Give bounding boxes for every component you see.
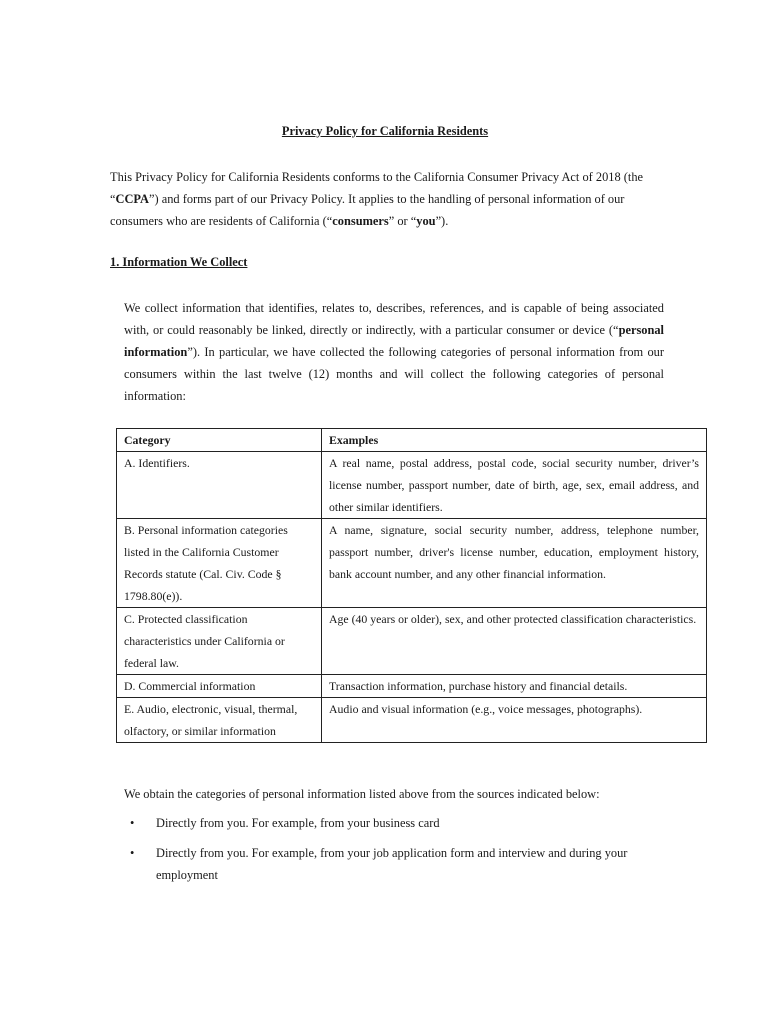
table-header-row (117, 429, 707, 452)
examples-cell: Transaction information, purchase history and financial details. (322, 675, 707, 698)
table-row (117, 519, 707, 608)
examples-cell: A name, signature, social security number, address, telephone number, passport number, driver's license number, education, employment history, bank account number, and any other financial information. (322, 519, 707, 608)
ccpa-term: CCPA (115, 192, 149, 206)
intro-text-1: This Privacy Policy for California Residents conforms to the California Consumer Privacy Act of 2018 (the “ (110, 170, 644, 206)
consumers-term: consumers (332, 214, 389, 228)
category-cell: A. Identifiers. (117, 452, 322, 519)
category-cell: D. Commercial information (117, 675, 322, 698)
intro-text-3: ” or “ (388, 214, 417, 228)
collection-text-1: We collect information that identifies, relates to, describes, references, and is capable of being associated with, or could reasonably be linked, directly or indirectly, with a particular consumer or device (“ (124, 301, 664, 337)
list-item (124, 812, 664, 834)
bullet-icon: • (130, 816, 135, 830)
bullet-icon: • (130, 846, 135, 860)
collection-text-2: ”). In particular, we have collected the following categories of personal information from our consumers within the last twelve (12) months and will collect the following categories of personal information: (124, 345, 664, 403)
document-title: Privacy Policy for California Residents (281, 124, 489, 138)
intro-text-2: ”) and forms part of our Privacy Policy. It applies to the handling of personal information of our consumers who are residents of California (“ (110, 192, 625, 228)
personal-information-term: personal information (124, 323, 664, 359)
table-row (117, 608, 707, 675)
examples-cell: Audio and visual information (e.g., voice messages, photographs). (322, 698, 707, 743)
table-row (117, 675, 707, 698)
list-item (124, 842, 664, 886)
category-cell: E. Audio, electronic, visual, thermal, olfactory, or similar information (117, 698, 322, 743)
intro-paragraph (110, 166, 670, 232)
header-category: Category (117, 429, 322, 452)
examples-cell: Age (40 years or older), sex, and other protected classification characteristics. (322, 608, 707, 675)
intro-text-4: ”). (435, 214, 449, 228)
collection-paragraph (124, 297, 664, 407)
category-cell: B. Personal information categories listed in the California Customer Records statute (Cal. Civ. Code § 1798.80(e)). (117, 519, 322, 608)
sources-intro: We obtain the categories of personal information listed above from the sources indicated below: (124, 787, 600, 801)
sources-list (124, 812, 664, 894)
table-row (117, 452, 707, 519)
table-row (117, 698, 707, 743)
examples-cell: A real name, postal address, postal code, social security number, driver’s license number, passport number, date of birth, age, sex, email address, and other similar identifiers. (322, 452, 707, 519)
category-cell: C. Protected classification characteristics under California or federal law. (117, 608, 322, 675)
list-item-text: Directly from you. For example, from your job application form and interview and during your employment (156, 846, 628, 882)
categories-table (116, 428, 707, 743)
header-examples: Examples (322, 429, 707, 452)
list-item-text: Directly from you. For example, from your business card (156, 816, 440, 830)
section-heading: 1. Information We Collect (110, 255, 248, 269)
you-term: you (416, 214, 436, 228)
